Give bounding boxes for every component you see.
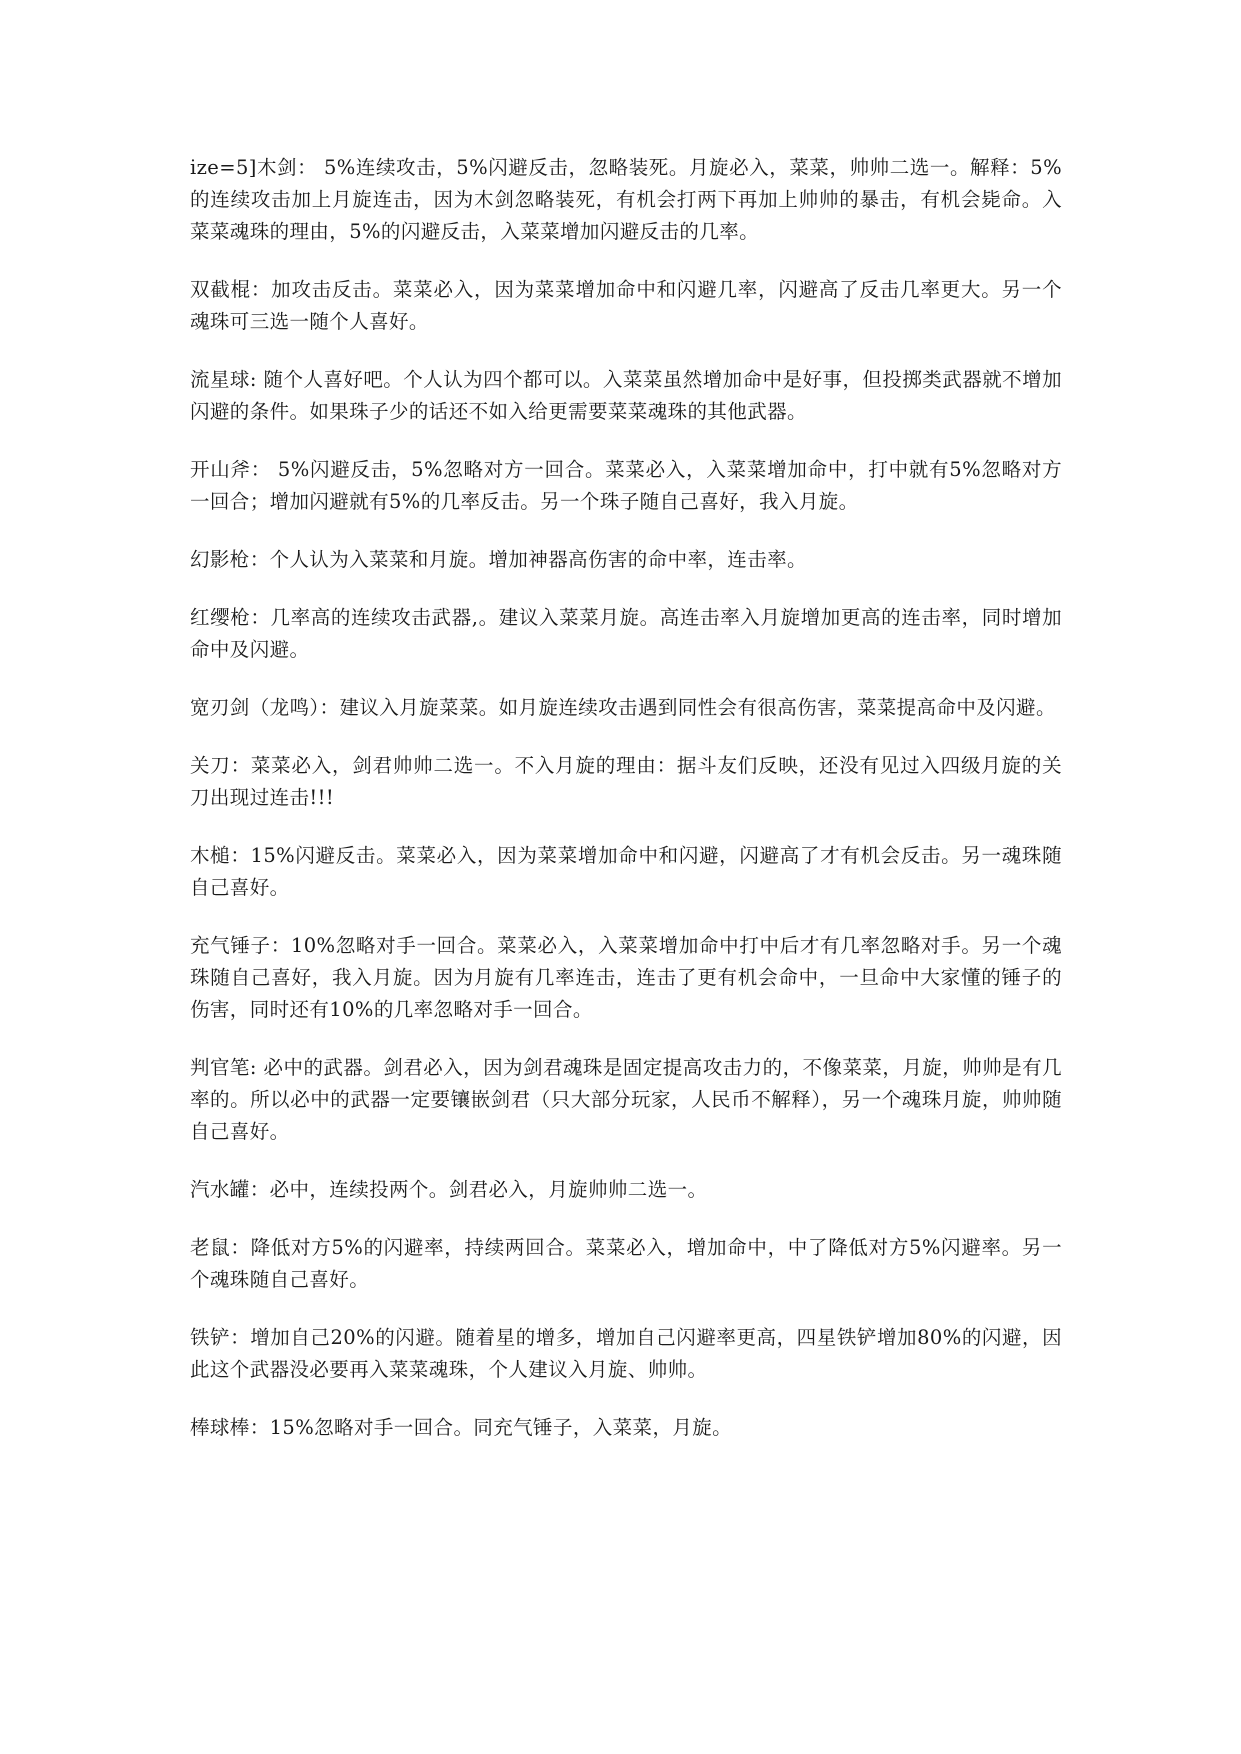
paragraph-chongqichuizi: 充气锤子：10%忽略对手一回合。菜菜必入，入菜菜增加命中打中后才有几率忽略对手。另一个魂珠随自己喜好，我入月旋。因为月旋有几率连击，连击了更有机会命中，一旦命中大家懂的锤子的伤害，同时还有10%的几率忽略对手一回合。 (190, 934, 1062, 1021)
paragraph-mujian: ize=5]木剑： 5%连续攻击，5%闪避反击，忽略装死。月旋必入，菜菜，帅帅二选一。解释：5%的连续攻击加上月旋连击，因为木剑忽略装死，有机会打两下再加上帅帅的暴击，有机会毙命。入菜菜魂珠的理由，5%的闪避反击，入菜菜增加闪避反击的几率。 (190, 156, 1062, 243)
paragraph-panguanbi: 判官笔: 必中的武器。剑君必入，因为剑君魂珠是固定提高攻击力的，不像菜菜，月旋，帅帅是有几率的。所以必中的武器一定要镶嵌剑君（只大部分玩家，人民币不解释），另一个魂珠月旋，帅帅随自己喜好。 (190, 1056, 1062, 1143)
paragraph-muchui: 木槌：15%闪避反击。菜菜必入，因为菜菜增加命中和闪避，闪避高了才有机会反击。另一魂珠随自己喜好。 (190, 844, 1062, 899)
paragraph-huanyingqiang: 幻影枪：个人认为入菜菜和月旋。增加神器高伤害的命中率，连击率。 (190, 548, 807, 571)
paragraph-laoshu: 老鼠：降低对方5%的闪避率，持续两回合。菜菜必入，增加命中，中了降低对方5%闪避率。另一个魂珠随自己喜好。 (190, 1236, 1062, 1291)
paragraph-bangqiubang: 棒球棒：15%忽略对手一回合。同充气锤子，入菜菜，月旋。 (190, 1416, 733, 1439)
document-body (190, 152, 1062, 1470)
paragraph-qishuiguan: 汽水罐：必中，连续投两个。剑君必入，月旋帅帅二选一。 (190, 1178, 708, 1201)
paragraph-liuxingqiu: 流星球: 随个人喜好吧。个人认为四个都可以。入菜菜虽然增加命中是好事，但投掷类武器就不增加闪避的条件。如果珠子少的话还不如入给更需要菜菜魂珠的其他武器。 (190, 368, 1062, 423)
paragraph-guandao: 关刀：菜菜必入，剑君帅帅二选一。不入月旋的理由：据斗友们反映，还没有见过入四级月旋的关刀出现过连击!!! (190, 754, 1062, 809)
paragraph-kaishanfu: 开山斧： 5%闪避反击，5%忽略对方一回合。菜菜必入，入菜菜增加命中，打中就有5%忽略对方一回合；增加闪避就有5%的几率反击。另一个珠子随自己喜好，我入月旋。 (190, 458, 1062, 513)
paragraph-shuangjiegun: 双截棍：加攻击反击。菜菜必入，因为菜菜增加命中和闪避几率，闪避高了反击几率更大。另一个魂珠可三选一随个人喜好。 (190, 278, 1062, 333)
paragraph-hongyingqiang: 红缨枪：几率高的连续攻击武器,。建议入菜菜月旋。高连击率入月旋增加更高的连击率，同时增加命中及闪避。 (190, 606, 1062, 661)
paragraph-kuanrenjian: 宽刃剑（龙鸣）：建议入月旋菜菜。如月旋连续攻击遇到同性会有很高伤害，菜菜提高命中及闪避。 (190, 696, 1056, 719)
paragraph-tiechan: 铁铲：增加自己20%的闪避。随着星的增多，增加自己闪避率更高，四星铁铲增加80%的闪避，因此这个武器没必要再入菜菜魂珠，个人建议入月旋、帅帅。 (190, 1326, 1062, 1381)
